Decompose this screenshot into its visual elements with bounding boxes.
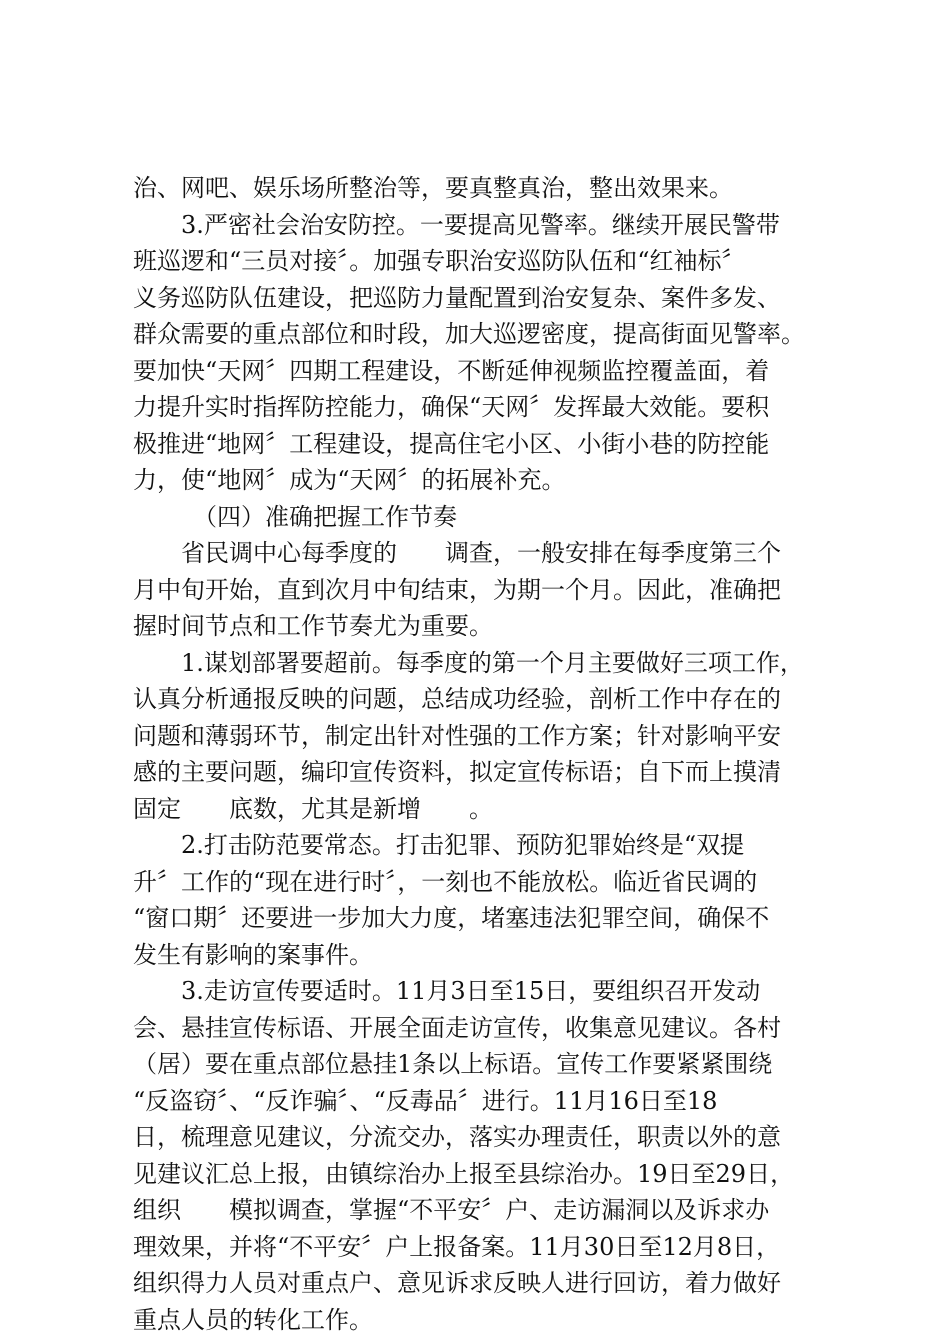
text-line: 月中旬开始，直到次月中旬结束，为期一个月。因此，准确把 bbox=[133, 575, 781, 604]
text-line: 2.打击防范要常态。打击犯罪、预防犯罪始终是“双提 bbox=[181, 831, 745, 859]
text-line: 发生有影响的案事件。 bbox=[133, 940, 373, 969]
text-line: 组织 模拟调查，掌握“不平安〞户、走访漏洞以及诉求办 bbox=[133, 1196, 770, 1224]
text-line: 治、网吧、娱乐场所整治等，要真整真治，整出效果来。 bbox=[133, 174, 733, 202]
text-line: 固定 底数，尤其是新增 。 bbox=[133, 794, 493, 823]
text-line: 班巡逻和“三员对接〞。加强专职治安巡防队伍和“红袖标〞 bbox=[133, 247, 746, 275]
text-line: 握时间节点和工作节奏尤为重要。 bbox=[133, 612, 493, 640]
text-line: 升〞工作的“现在进行时〞，一刻也不能放松。临近省民调的 bbox=[133, 867, 758, 896]
text-line: “反盗窃〞、“反诈骗〞、“反毒品〞进行。11月16日至18 bbox=[133, 1086, 718, 1115]
text-line: 问题和薄弱环节，制定出针对性强的工作方案；针对影响平安 bbox=[133, 721, 781, 750]
text-line: 见建议汇总上报，由镇综治办上报至县综治办。19日至29日， bbox=[133, 1159, 795, 1188]
text-line: 日，梳理意见建议，分流交办，落实办理责任，职责以外的意 bbox=[133, 1123, 781, 1151]
text-line: 力提升实时指挥防控能力，确保“天网〞发挥最大效能。要积 bbox=[133, 393, 770, 421]
text-line: 3.严密社会治安防控。一要提高见警率。继续开展民警带 bbox=[181, 210, 780, 239]
text-line: 1.谋划部署要超前。每季度的第一个月主要做好三项工作， bbox=[181, 648, 804, 677]
text-line: 感的主要问题，编印宣传资料，拟定宣传标语；自下而上摸清 bbox=[133, 758, 781, 786]
text-line: 组织得力人员对重点户、意见诉求反映人进行回访，着力做好 bbox=[133, 1269, 781, 1297]
text-line: 极推进“地网〞工程建设，提高住宅小区、小街小巷的防控能 bbox=[133, 429, 770, 458]
text-line: 要加快“天网〞四期工程建设，不断延伸视频监控覆盖面，着 bbox=[133, 356, 770, 385]
text-line: 群众需要的重点部位和时段，加大巡逻密度，提高街面见警率。 bbox=[133, 320, 805, 348]
text-line: 省民调中心每季度的 调查，一般安排在每季度第三个 bbox=[181, 539, 781, 567]
text-line: 3.走访宣传要适时。11月3日至15日，要组织召开发动 bbox=[181, 977, 761, 1005]
section-heading: （四）准确把握工作节奏 bbox=[193, 502, 457, 531]
text-line: 认真分析通报反映的问题，总结成功经验，剖析工作中存在的 bbox=[133, 685, 781, 713]
document-body bbox=[133, 170, 843, 1338]
text-line: “窗口期〞还要进一步加大力度，堵塞违法犯罪空间，确保不 bbox=[133, 904, 770, 932]
text-line: 义务巡防队伍建设，把巡防力量配置到治安复杂、案件多发、 bbox=[133, 283, 781, 312]
text-line: 力，使“地网〞成为“天网〞的拓展补充。 bbox=[133, 466, 566, 494]
text-line: 重点人员的转化工作。 bbox=[133, 1305, 373, 1334]
text-line: 会、悬挂宣传标语、开展全面走访宣传，收集意见建议。各村 bbox=[133, 1013, 781, 1042]
text-line: 理效果，并将“不平安〞户上报备案。11月30日至12月8日， bbox=[133, 1232, 781, 1261]
text-line: （居）要在重点部位悬挂1条以上标语。宣传工作要紧紧围绕 bbox=[133, 1050, 773, 1078]
